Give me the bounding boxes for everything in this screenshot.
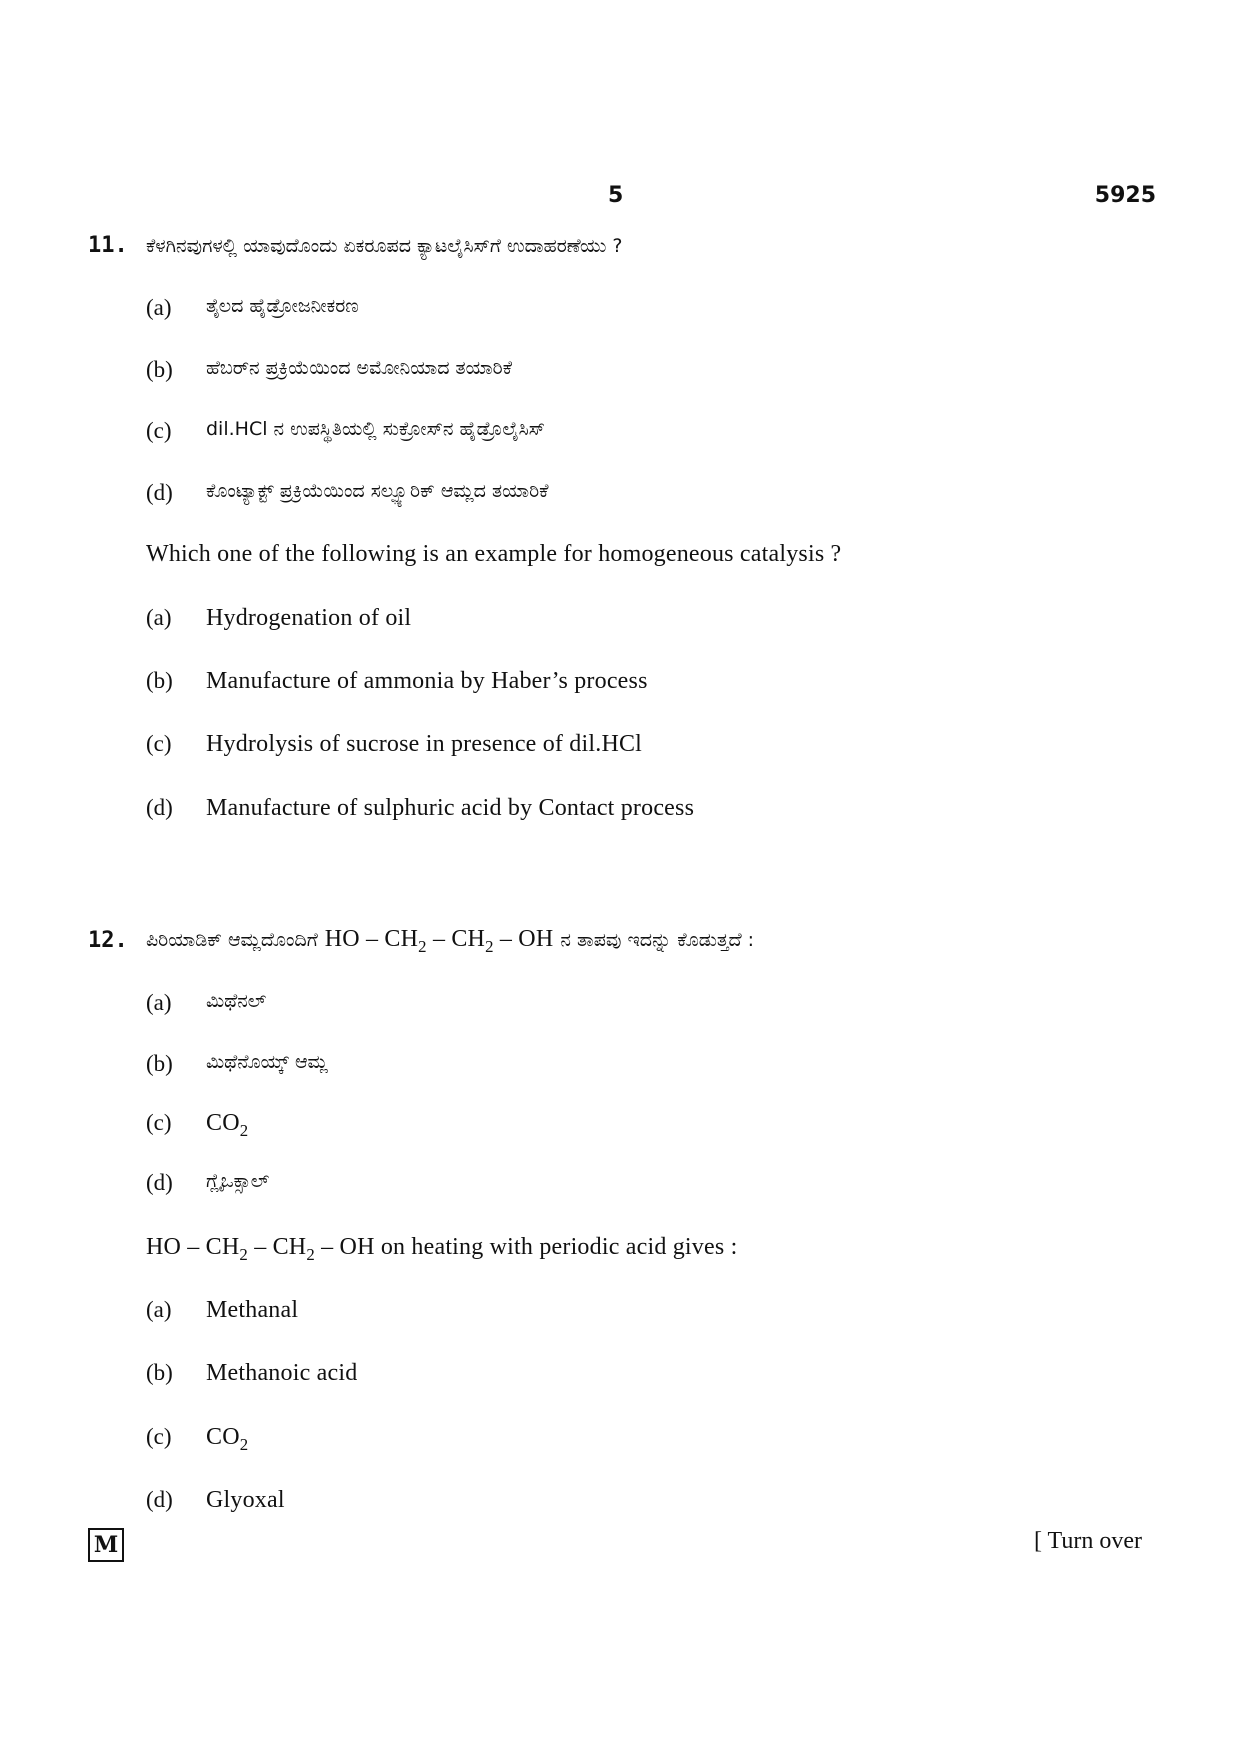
chemical-formula: HO – $CH_2 - CH_2$ – OH — [146, 1234, 375, 1264]
option-text: ಕೊಂಟ್ಯಾಕ್ಟ್ ಪ್ರಕ್ರಿಯೆಯಿಂದ ಸಲ್ಫ್ಯೂರಿಕ್ ಆಮ್ಲದ ತಯಾರಿಕೆ — [206, 480, 549, 502]
option-text: ತೈಲದ ಹೈಡ್ರೋಜನೀಕರಣ — [206, 295, 359, 317]
page-number: 5 — [608, 183, 624, 208]
chemical-formula: $CO_2$ — [206, 1110, 249, 1140]
question-number: 12. — [88, 928, 128, 953]
stem-text: ಪಿರಿಯಾಡಿಕ್ ಆಮ್ಲದೊಂದಿಗೆ — [146, 929, 318, 951]
chemical-formula: HO – $CH_2 - CH_2$ – OH — [324, 926, 554, 956]
option-label: (b) — [146, 1051, 173, 1076]
medium-mark: M — [93, 1532, 119, 1558]
option-label: (c) — [146, 1424, 172, 1449]
chemical-formula: $CO_2$ — [206, 1424, 249, 1454]
option-label: (a) — [146, 990, 172, 1015]
question-number: 11. — [88, 233, 128, 258]
option-label: (a) — [146, 1297, 172, 1322]
option-label: (d) — [146, 480, 173, 505]
stem-text: on heating with periodic acid gives : — [380, 1234, 738, 1260]
option-label: (c) — [146, 1110, 172, 1135]
option-text: dil.HCl ನ ಉಪಸ್ಥಿತಿಯಲ್ಲಿ ಸುಕ್ರೋಸ್‌ನ ಹೈಡ್ರೊಲೈಸಿಸ್ — [206, 418, 545, 440]
option-text: Methanal — [206, 1297, 299, 1323]
stem-text: ನ ತಾಪವು ಇದನ್ನು ಕೊಡುತ್ತದೆ : — [560, 929, 755, 951]
option-label: (b) — [146, 357, 173, 382]
option-label: (a) — [146, 605, 172, 630]
option-text: ಗ್ಲೈಒಕ್ಸಾಲ್ — [206, 1170, 270, 1192]
paper-code: 5925 — [1094, 183, 1156, 208]
question-stem-kannada: ಕೆಳಗಿನವುಗಳಲ್ಲಿ ಯಾವುದೊಂದು ಏಕರೂಪದ ಕ್ಯಾಟಲೈಸಿಸ್‌ಗೆ ಉದಾಹರಣೆಯು ? — [146, 235, 623, 257]
option-text: ಹೆಬರ್‌ನ ಪ್ರಕ್ರಿಯೆಯಿಂದ ಅಮೋನಿಯಾದ ತಯಾರಿಕೆ — [206, 357, 513, 379]
turn-over-note: [ Turn over — [1033, 1528, 1142, 1554]
option-label: (d) — [146, 1170, 173, 1195]
option-label: (b) — [146, 668, 173, 693]
option-label: (d) — [146, 795, 173, 820]
option-label: (d) — [146, 1487, 173, 1512]
option-text: ಮಿಥೆನೊಯ್ಕ್ ಆಮ್ಲ — [206, 1051, 328, 1073]
option-text: Methanoic acid — [206, 1360, 358, 1386]
option-text: ಮಿಥೆನಲ್ — [206, 990, 267, 1012]
option-label: (b) — [146, 1360, 173, 1385]
question-stem-english: Which one of the following is an example for homogeneous catalysis ? — [146, 541, 842, 567]
option-text: Manufacture of sulphuric acid by Contact process — [206, 795, 695, 821]
option-label: (a) — [146, 295, 172, 320]
question-stem-english — [146, 1234, 737, 1265]
medium-mark-box — [88, 1528, 124, 1562]
option-text: Hydrogenation of oil — [206, 605, 412, 631]
option-text: Manufacture of ammonia by Haber’s process — [206, 668, 648, 694]
option-label: (c) — [146, 418, 172, 443]
option-text: Hydrolysis of sucrose in presence of dil.HCl — [206, 731, 643, 757]
option-text: Glyoxal — [206, 1487, 285, 1513]
option-label: (c) — [146, 731, 172, 756]
question-stem-kannada — [146, 926, 754, 957]
